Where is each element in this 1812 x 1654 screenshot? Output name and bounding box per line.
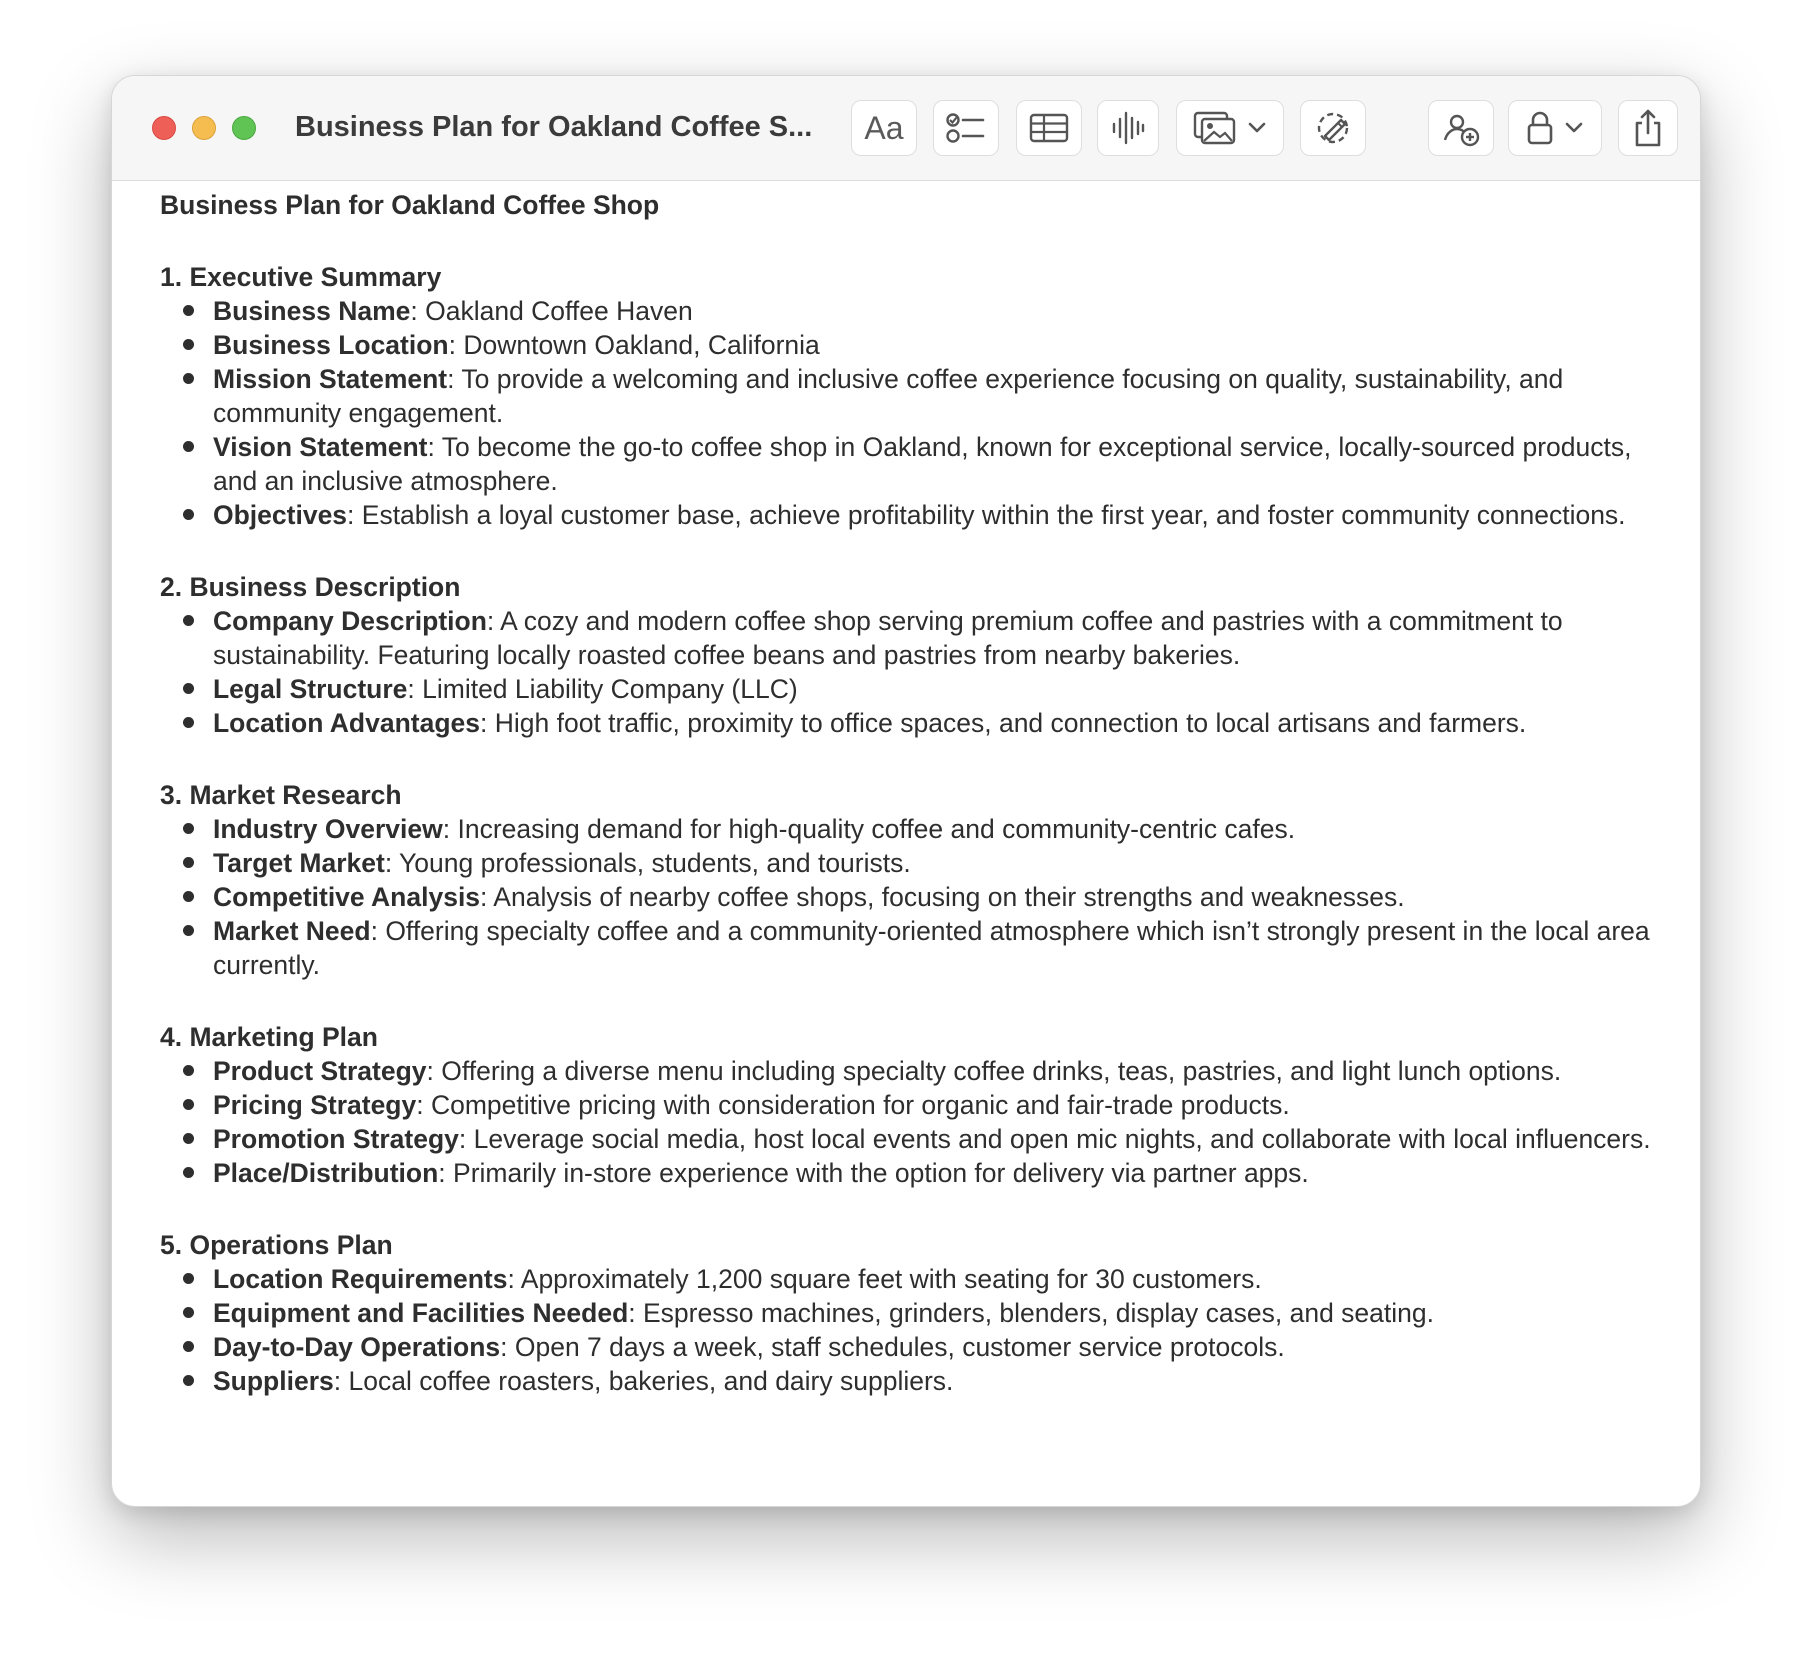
- title-bar: [112, 76, 1700, 181]
- item-label: Place/Distribution: [213, 1158, 439, 1188]
- item-label: Industry Overview: [213, 814, 443, 844]
- list-item: [160, 672, 1660, 706]
- section: [160, 260, 1660, 532]
- item-label: Competitive Analysis: [213, 882, 481, 912]
- share-button[interactable]: [1618, 100, 1678, 156]
- item-text: : Primarily in-store experience with the option for delivery via partner apps.: [438, 1158, 1309, 1188]
- section-heading: 5. Operations Plan: [160, 1230, 393, 1260]
- section: [160, 1020, 1660, 1190]
- list-item: [160, 294, 1660, 328]
- bullet-icon: [183, 717, 194, 728]
- list-item: [160, 498, 1660, 532]
- bullet-icon: [183, 1065, 194, 1076]
- list-item: [160, 1088, 1660, 1122]
- bullet-icon: [183, 441, 194, 452]
- bullet-icon: [183, 615, 194, 626]
- format-button[interactable]: [851, 100, 917, 156]
- item-text: : Young professionals, students, and tourists.: [384, 848, 911, 878]
- section-heading: 1. Executive Summary: [160, 262, 442, 292]
- audio-button[interactable]: [1097, 100, 1159, 156]
- collaborate-button[interactable]: [1428, 100, 1494, 156]
- text-format-icon: Aa: [864, 109, 904, 146]
- item-label: Product Strategy: [213, 1056, 427, 1086]
- item-label: Day-to-Day Operations: [213, 1332, 501, 1362]
- list-item: [160, 1054, 1660, 1088]
- item-label: Company Description: [213, 606, 487, 636]
- bullet-icon: [183, 339, 194, 350]
- list-item: [160, 846, 1660, 880]
- bullet-icon: [183, 1099, 194, 1110]
- zoom-window-button[interactable]: [232, 116, 256, 140]
- item-text: : High foot traffic, proximity to office spaces, and connection to local artisans and farmers.: [480, 708, 1527, 738]
- section: [160, 570, 1660, 740]
- section: [160, 1228, 1660, 1398]
- share-icon: [1632, 108, 1664, 148]
- list-item: [160, 1156, 1660, 1190]
- bullet-icon: [183, 683, 194, 694]
- list-item: [160, 328, 1660, 362]
- item-label: Location Advantages: [213, 708, 481, 738]
- bullet-icon: [183, 891, 194, 902]
- item-label: Suppliers: [213, 1366, 334, 1396]
- bullet-icon: [183, 823, 194, 834]
- item-label: Market Need: [213, 916, 371, 946]
- minimize-window-button[interactable]: [192, 116, 216, 140]
- item-text: : Leverage social media, host local events and open mic nights, and collaborate with local influencers.: [458, 1124, 1651, 1154]
- bullet-icon: [183, 1341, 194, 1352]
- photo-icon: [1193, 111, 1237, 145]
- list-item: [160, 812, 1660, 846]
- bullet-icon: [183, 373, 194, 384]
- bullet-icon: [183, 925, 194, 936]
- lock-button[interactable]: [1508, 100, 1602, 156]
- bullet-list: [160, 812, 1660, 982]
- bullet-list: [160, 294, 1660, 532]
- note-body[interactable]: [160, 180, 1660, 1506]
- close-window-button[interactable]: [152, 116, 176, 140]
- item-label: Pricing Strategy: [213, 1090, 417, 1120]
- item-label: Vision Statement: [213, 432, 428, 462]
- item-label: Equipment and Facilities Needed: [213, 1298, 629, 1328]
- item-text: : Establish a loyal customer base, achieve profitability within the first year, and foster community connections.: [347, 500, 1626, 530]
- item-text: : Increasing demand for high-quality coffee and community-centric cafes.: [442, 814, 1296, 844]
- item-label: Target Market: [213, 848, 385, 878]
- list-item: [160, 1296, 1660, 1330]
- bullet-icon: [183, 857, 194, 868]
- collaborate-icon: [1441, 108, 1481, 148]
- checklist-icon: [946, 111, 986, 145]
- section: [160, 778, 1660, 982]
- list-item: [160, 430, 1660, 498]
- bullet-icon: [183, 1375, 194, 1386]
- item-text: : Downtown Oakland, California: [448, 330, 820, 360]
- window-title: Business Plan for Oakland Coffee S...: [295, 111, 813, 143]
- section-heading: 3. Market Research: [160, 780, 402, 810]
- notes-window: [111, 75, 1701, 1507]
- section-heading: 2. Business Description: [160, 572, 461, 602]
- item-label: Business Name: [213, 296, 411, 326]
- item-text: : Approximately 1,200 square feet with seating for 30 customers.: [507, 1264, 1262, 1294]
- bullet-icon: [183, 1273, 194, 1284]
- bullet-icon: [183, 509, 194, 520]
- item-text: : Open 7 days a week, staff schedules, customer service protocols.: [500, 1332, 1285, 1362]
- bullet-icon: [183, 305, 194, 316]
- bullet-list: [160, 1262, 1660, 1398]
- item-text: : To become the go-to coffee shop in Oakland, known for exceptional service, locally-sourced products, and an inclusive atmosphere.: [213, 432, 1632, 496]
- item-text: : Oakland Coffee Haven: [410, 296, 693, 326]
- sections-container: [160, 260, 1660, 1398]
- item-label: Promotion Strategy: [213, 1124, 459, 1154]
- item-text: : Offering specialty coffee and a community-oriented atmosphere which isn’t strongly present in the local area currently.: [213, 916, 1650, 980]
- item-text: : Local coffee roasters, bakeries, and dairy suppliers.: [333, 1366, 954, 1396]
- checklist-button[interactable]: [933, 100, 999, 156]
- list-item: [160, 1122, 1660, 1156]
- item-text: : Offering a diverse menu including specialty coffee drinks, teas, pastries, and light lunch options.: [426, 1056, 1562, 1086]
- item-text: : Limited Liability Company (LLC): [407, 674, 798, 704]
- list-item: [160, 1330, 1660, 1364]
- lock-icon: [1526, 110, 1554, 146]
- chevron-down-icon: [1247, 121, 1267, 135]
- table-button[interactable]: [1016, 100, 1082, 156]
- list-item: [160, 362, 1660, 430]
- item-text: : A cozy and modern coffee shop serving premium coffee and pastries with a commitment to sustainability. Featuring locally roasted coffee beans and pastries from nearby bakeries.: [213, 606, 1563, 670]
- markup-pen-icon: [1313, 108, 1353, 148]
- item-label: Mission Statement: [213, 364, 448, 394]
- list-item: [160, 604, 1660, 672]
- item-text: : Analysis of nearby coffee shops, focusing on their strengths and weaknesses.: [480, 882, 1405, 912]
- item-text: : To provide a welcoming and inclusive coffee experience focusing on quality, sustainability, and community engagement.: [213, 364, 1564, 428]
- media-button[interactable]: [1176, 100, 1284, 156]
- list-item: [160, 1364, 1660, 1398]
- list-item: [160, 1262, 1660, 1296]
- list-item: [160, 880, 1660, 914]
- markup-button[interactable]: [1300, 100, 1366, 156]
- item-label: Location Requirements: [213, 1264, 508, 1294]
- chevron-down-icon: [1564, 121, 1584, 135]
- item-label: Business Location: [213, 330, 449, 360]
- item-text: : Competitive pricing with consideration for organic and fair-trade products.: [416, 1090, 1290, 1120]
- bullet-icon: [183, 1133, 194, 1144]
- bullet-icon: [183, 1307, 194, 1318]
- bullet-list: [160, 1054, 1660, 1190]
- bullet-icon: [183, 1167, 194, 1178]
- item-text: : Espresso machines, grinders, blenders, display cases, and seating.: [628, 1298, 1434, 1328]
- document-title: Business Plan for Oakland Coffee Shop: [160, 190, 660, 220]
- item-label: Legal Structure: [213, 674, 408, 704]
- table-icon: [1029, 113, 1069, 143]
- item-label: Objectives: [213, 500, 348, 530]
- bullet-list: [160, 604, 1660, 740]
- list-item: [160, 706, 1660, 740]
- section-heading: 4. Marketing Plan: [160, 1022, 378, 1052]
- list-item: [160, 914, 1660, 982]
- waveform-icon: [1110, 110, 1146, 146]
